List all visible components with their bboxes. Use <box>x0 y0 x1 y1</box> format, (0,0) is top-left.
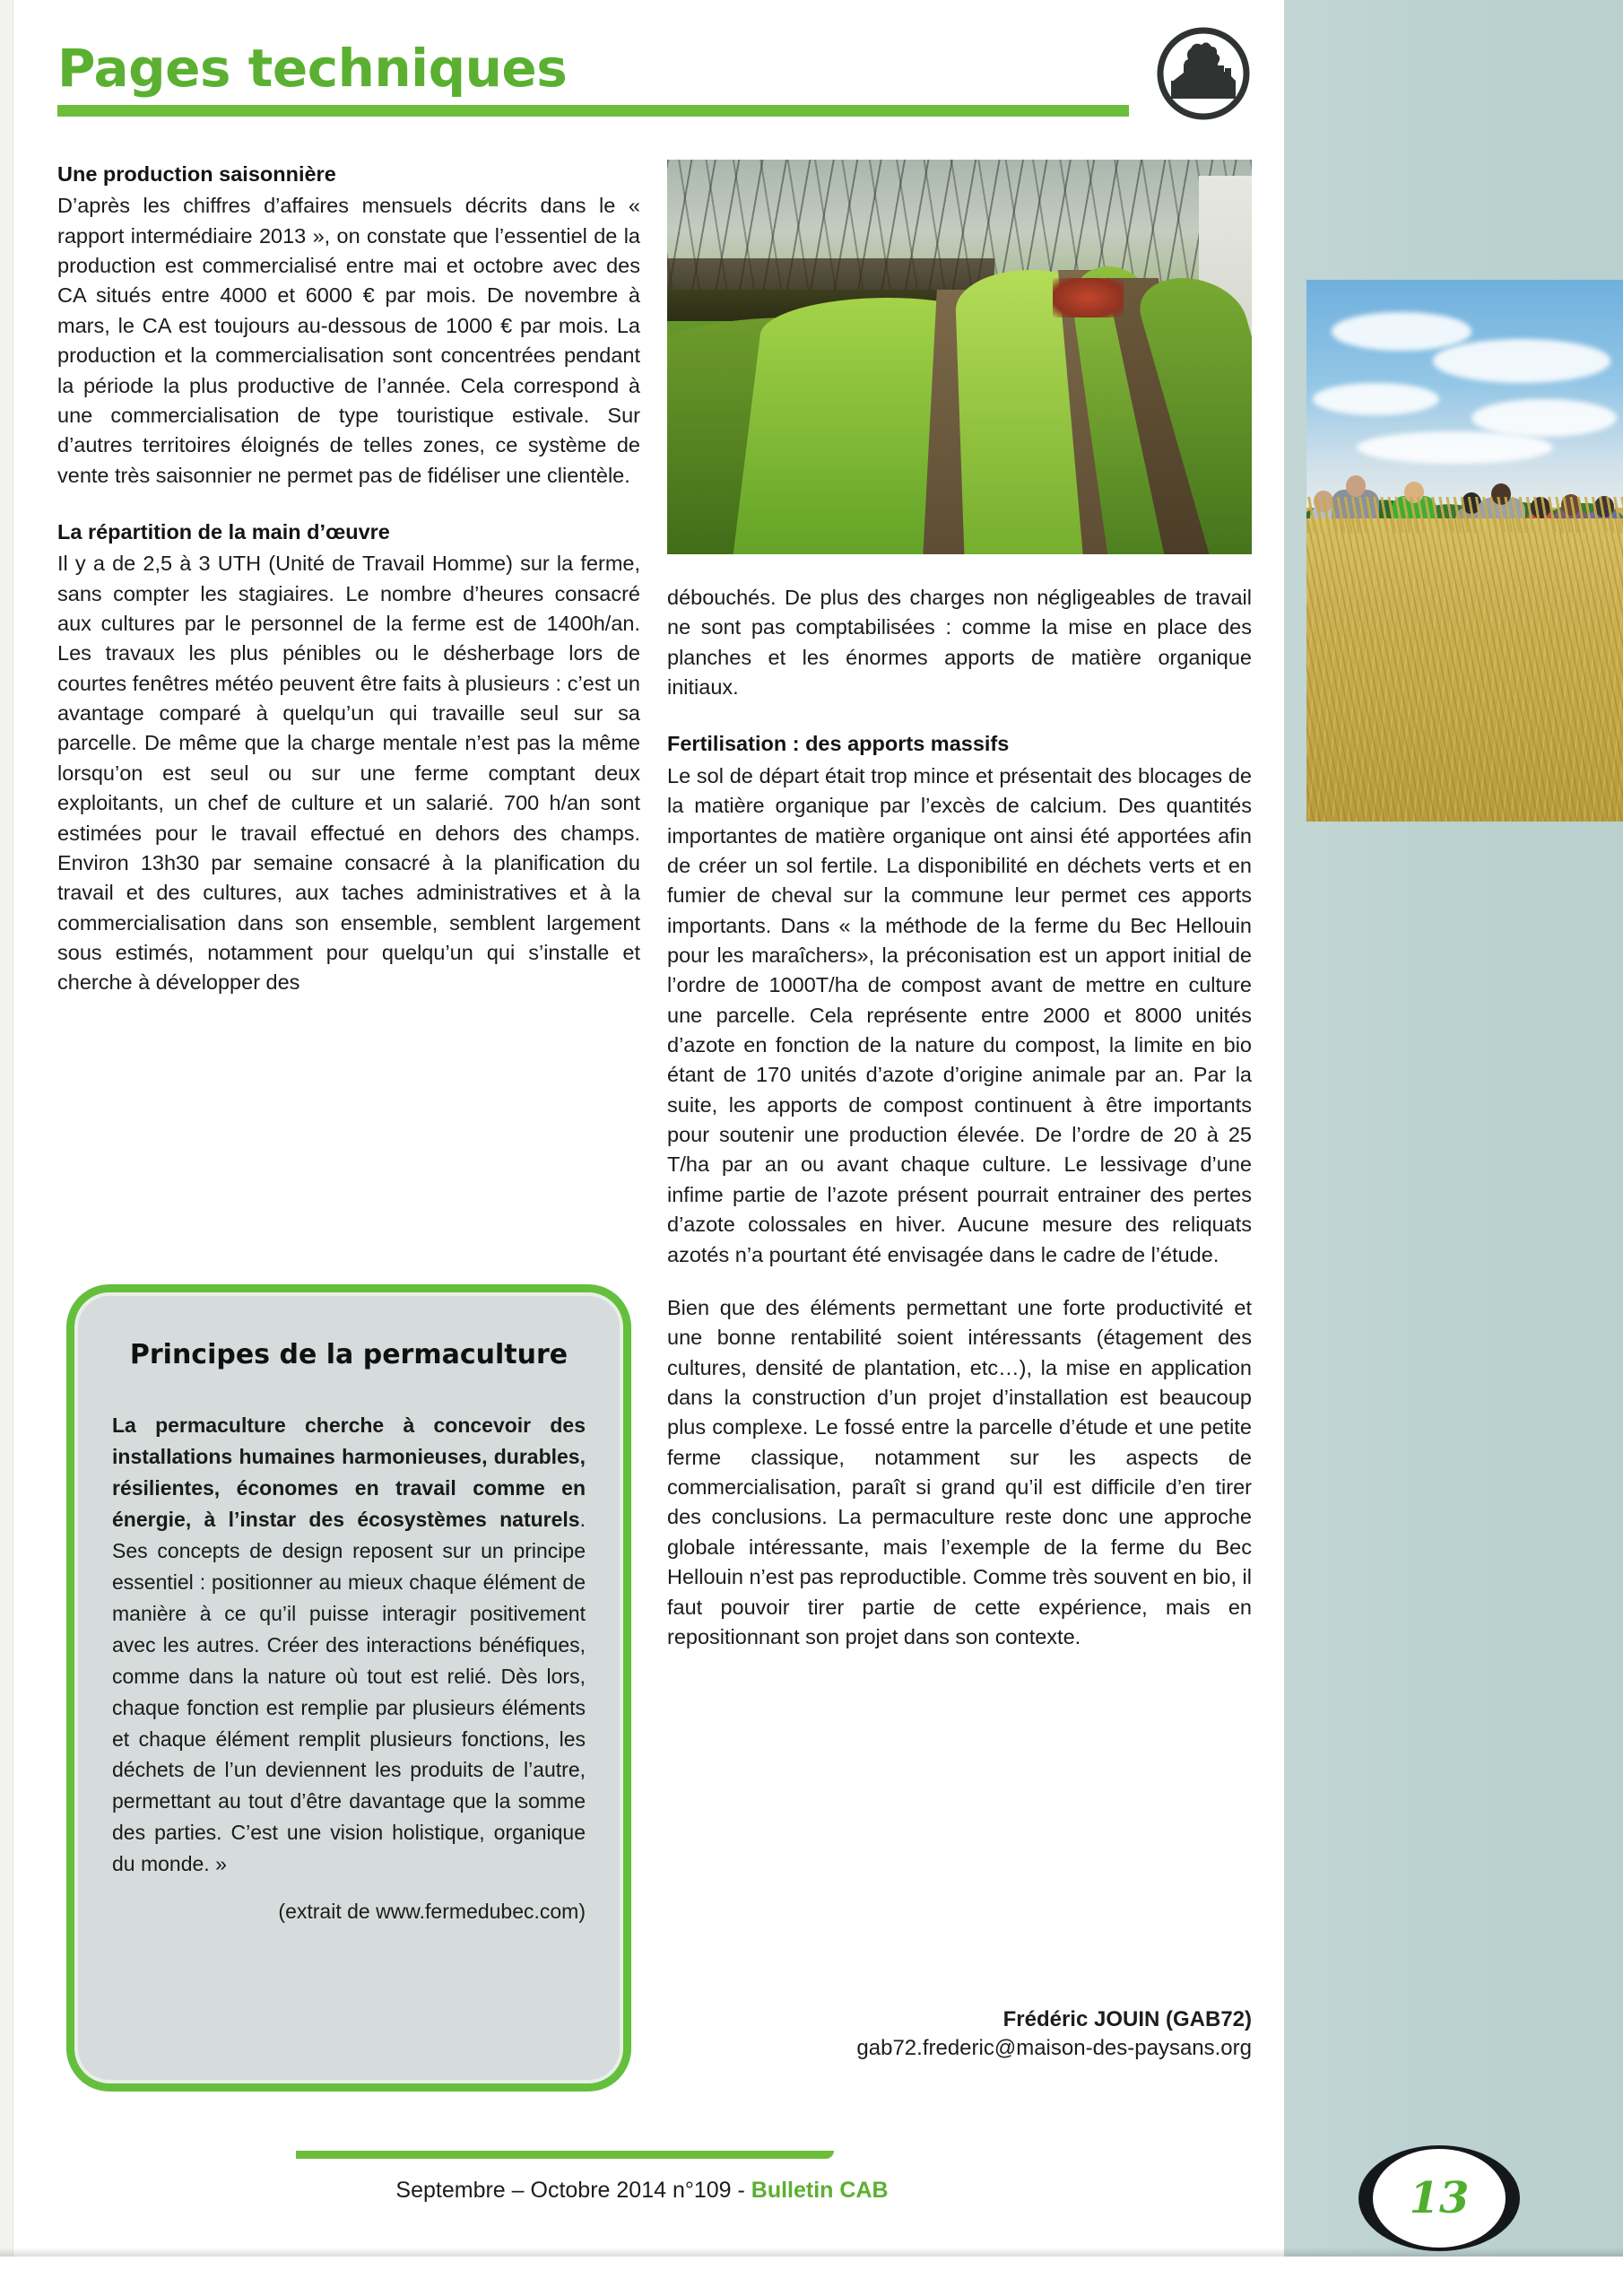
paragraph-repartition-main-doeuvre: Il y a de 2,5 à 3 UTH (Unité de Travail Homme) sur la ferme, sans compter les stagiaires. Le nombre d’heures consacré aux cultures par le personnel de la ferme est de 1400h/an. Les travaux les plus pénibles ou le désherbage lors de courtes fenêtres météo peuvent être faits à plusieurs : c’est un avantage comparé à quelqu’un qui travaille seul sur sa parcelle. De même que la charge mentale n’est pas la même lorsqu’on est seul ou sur une ferme comptant deux exploitants, un chef de culture et un salarié. 700 h/an sont estimées pour le travail effectué en dehors des champs. Environ 13h30 par semaine consacré à la planification du travail et des cultures, aux taches administratives et à la commercialisation dans son ensemble, semblent largement sous estimés, notamment pour quelqu’un qui s’installe et cherche à développer des <box>57 552 640 995</box>
masthead <box>57 38 1241 117</box>
paragraph-fertilisation: Le sol de départ était trop mince et présentait des blocages de la matière organique par l’excès de calcium. Des quantités importantes de matière organique ont ainsi été apportées afin de créer un sol fertile. La disponibilité en déchets verts et en fumier de cheval sur la commune leur permet ces apports importants. Dans « la méthode de la ferme du Bec Hellouin pour les maraîchers», la préconisation est un apport initial de l’ordre de 1000T/ha de compost avant de mettre en culture une parcelle. Cela représente entre 2000 et 8000 unités d’azote en fonction de la nature du compost, la limite en bio étant de 170 unités d’azote d’origine animale par an. Par la suite, les apports de compost continuent à être importants pour soutenir une production élevée. De l’ordre de 20 à 25 T/ha par an ou avant chaque culture. Le lessivage d’une infime partie de l’azote présent pourrait entrainer des pertes d’azote colossales en hiver. Aucune mesure des reliquats azotés n’a pourtant été envisagée dans le cadre de l’étude. <box>667 763 1252 1266</box>
paragraph-production-saisonniere: D’après les chiffres d’affaires mensuels décrits dans le « rapport intermédiaire 2013 », on constate que l’essentiel de la production est commercialisé entre mai et octobre avec des CA situés entre 4000 et 6000 € par mois. De novembre à mars, le CA est toujours au-dessous de 1000 € par mois. La production et la commercialisation sont concentrées pendant la période la plus productive de l’année. Cela correspond à une commercialisation de type touristique estivale. Sur d’autres territoires éloignés de telles zones, ce système de vente très saisonnier ne permet pas de fidéliser une clientèle. <box>57 194 640 487</box>
footer-rule <box>296 2151 834 2159</box>
farm-visit-wheat-field-photo <box>1306 280 1623 822</box>
permaculture-box-body <box>105 1410 593 1880</box>
scan-left-edge <box>0 0 13 2257</box>
right-text-column <box>667 583 1252 1652</box>
permaculture-box-bold-lead: La permaculture cherche à concevoir des installations humaines harmonieuses, durables, résilientes, économes en travail comme en énergie, à l’instar des écosystèmes naturels <box>112 1413 586 1531</box>
farm-house-circle-logo-icon <box>1155 25 1252 122</box>
paragraph-conclusion: Bien que des éléments permettant une forte productivité et une bonne rentabilité soient intéressants (étagement des cultures, densité de plantation, etc…), la mise en application dans la construction d’un projet d’installation est beaucoup plus complexe. Le fossé entre la parcelle d’étude et une petite ferme classique, notamment sur les aspects de commercialisation, paraît si grand qu’il est difficile d’en tirer des conclusions. La permaculture reste donc une approche globale intéressante, mais l’exemple de la ferme du Bec Hellouin n’est pas reproductible. Comme très souvent en bio, il faut pouvoir tirer partie de cette expérience, mais en repositionnant son projet dans son contexte. <box>667 1295 1252 1648</box>
permaculture-box-source: (extrait de www.fermedubec.com) <box>278 1900 586 1924</box>
page-title: Pages techniques <box>57 38 568 99</box>
left-text-column <box>57 160 640 998</box>
paragraph-continuation: débouchés. De plus des charges non négligeables de travail ne sont pas comptabilisées : comme la mise en place des planches et les énormes apports de matière organique initiaux. <box>667 586 1252 700</box>
footer-bulletin-label: Bulletin CAB <box>751 2178 889 2203</box>
author-name: Frédéric JOUIN (GAB72) <box>1002 2007 1252 2031</box>
scan-bottom-margin <box>0 2257 1623 2296</box>
heading-production-saisonniere: Une production saisonnière <box>57 162 336 186</box>
permaculture-box-rest: . Ses concepts de design reposent sur un principe essentiel : positionner au mieux chaque élément de manière à ce qu’il puisse interagir positivement avec les autres. Créer des interactions bénéfiques, comme dans la nature où tout est relié. Dès lors, chaque fonction est remplie par plusieurs éléments et chaque élément remplit plusieurs fonctions, les déchets de l’un deviennent les produits de l’autre, permettant au tout d’être davantage que la somme des parties. C’est une vision holistique, organique du monde. » <box>112 1507 586 1876</box>
footer-issue: Septembre – Octobre 2014 n°109 - <box>395 2178 751 2203</box>
page-number-badge <box>1358 2145 1520 2251</box>
permaculture-box-title: Principes de la permaculture <box>129 1339 568 1370</box>
heading-repartition-main-doeuvre: La répartition de la main d’œuvre <box>57 519 390 544</box>
page-footer <box>0 2178 1284 2204</box>
masthead-rule <box>57 105 1129 117</box>
greenhouse-vegetable-beds-photo <box>667 160 1252 554</box>
heading-fertilisation: Fertilisation : des apports massifs <box>667 732 1010 756</box>
permaculture-principles-box <box>66 1284 631 2092</box>
author-email: gab72.frederic@maison-des-paysans.org <box>856 2036 1252 2060</box>
article-signature <box>667 2007 1252 2061</box>
page-number: 13 <box>1409 2173 1470 2223</box>
